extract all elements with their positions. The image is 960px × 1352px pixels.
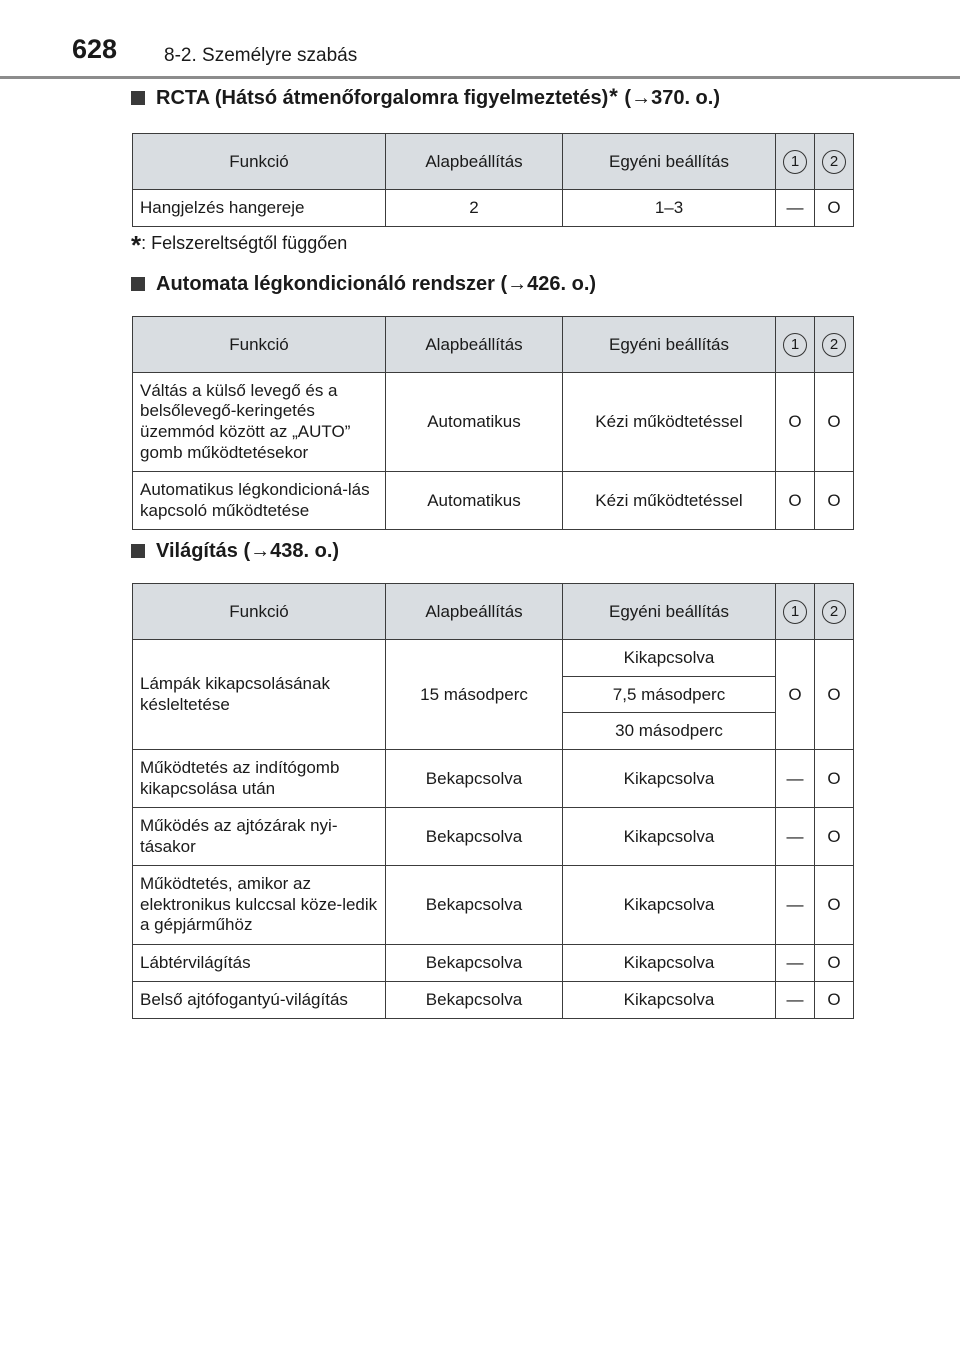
heading-title: RCTA (Hátsó átmenőforgalomra figyelmeztetés) xyxy=(156,87,609,109)
cell-c2: O xyxy=(815,190,854,227)
cell-default: Automatikus xyxy=(386,373,563,472)
col-custom: Egyéni beállítás xyxy=(563,317,776,373)
cell-c2: O xyxy=(815,472,854,530)
col-function: Funkció xyxy=(133,317,386,373)
table-header-row xyxy=(133,317,854,373)
cell-c1: — xyxy=(776,866,815,945)
cell-c2: O xyxy=(815,866,854,945)
cell-function: Váltás a külső levegő és a belsőlevegő-keringetés üzemmód között az „AUTO” gomb működtetésekor xyxy=(133,373,386,472)
cell-option: 30 másodperc xyxy=(563,713,776,750)
circled-2-icon: 2 xyxy=(822,150,846,174)
col-function: Funkció xyxy=(133,584,386,640)
cell-default: Bekapcsolva xyxy=(386,750,563,808)
cell-c1: O xyxy=(776,640,815,750)
circled-2-icon: 2 xyxy=(822,600,846,624)
cell-option: Kikapcsolva xyxy=(563,640,776,677)
table-row xyxy=(133,472,854,530)
footnote xyxy=(131,230,348,260)
cell-c2: O xyxy=(815,945,854,982)
heading-ref-open: ( xyxy=(494,273,508,295)
table-row xyxy=(133,750,854,808)
cell-function: Belső ajtófogantyú-világítás xyxy=(133,982,386,1019)
page-number: 628 xyxy=(72,34,118,64)
cell-option: 7,5 másodperc xyxy=(563,677,776,713)
cell-c2: O xyxy=(815,373,854,472)
col-default: Alapbeállítás xyxy=(386,134,563,190)
col-2 xyxy=(815,584,854,640)
col-custom: Egyéni beállítás xyxy=(563,134,776,190)
cell-c1: — xyxy=(776,982,815,1019)
footnote-asterisk: * xyxy=(131,230,142,260)
cell-custom: Kézi működtetéssel xyxy=(563,373,776,472)
circled-1-icon: 1 xyxy=(783,333,807,357)
cell-c1: — xyxy=(776,808,815,866)
cell-default: 15 másodperc xyxy=(386,640,563,750)
circled-2-icon: 2 xyxy=(822,333,846,357)
col-1 xyxy=(776,134,815,190)
header-rule xyxy=(0,76,960,79)
square-bullet-icon xyxy=(131,544,145,558)
page-reference: 426. o.) xyxy=(527,273,597,295)
cell-custom: Kézi működtetéssel xyxy=(563,472,776,530)
heading-climate xyxy=(131,273,596,296)
col-default: Alapbeállítás xyxy=(386,584,563,640)
table-row xyxy=(133,190,854,227)
table-row xyxy=(133,982,854,1019)
heading-title: Világítás xyxy=(156,540,238,562)
table-header-row xyxy=(133,584,854,640)
cell-function: Hangjelzés hangereje xyxy=(133,190,386,227)
cell-default: Bekapcsolva xyxy=(386,808,563,866)
circled-1-icon: 1 xyxy=(783,150,807,174)
table-row xyxy=(133,866,854,945)
arrow-icon: → xyxy=(631,87,652,109)
table-header-row xyxy=(133,134,854,190)
rcta-table xyxy=(132,133,854,227)
col-2 xyxy=(815,317,854,373)
col-2 xyxy=(815,134,854,190)
circled-1-icon: 1 xyxy=(783,600,807,624)
table-row xyxy=(133,373,854,472)
table-row xyxy=(133,808,854,866)
heading-title: Automata légkondicionáló rendszer xyxy=(156,273,495,295)
cell-default: Bekapcsolva xyxy=(386,982,563,1019)
cell-custom: Kikapcsolva xyxy=(563,866,776,945)
table-row xyxy=(133,640,854,677)
heading-rcta: RCTA (Hátsó átmenőforgalomra figyelmeztetés) * ( → 370. o.) xyxy=(131,87,720,110)
section-title: 8-2. Személyre szabás xyxy=(164,45,358,66)
cell-function: Működtetés, amikor az elektronikus kulccsal köze-ledik a gépjárműhöz xyxy=(133,866,386,945)
cell-custom: Kikapcsolva xyxy=(563,982,776,1019)
heading-ref-open: ( xyxy=(237,540,251,562)
page-reference: 370. o.) xyxy=(651,87,720,109)
arrow-icon: → xyxy=(507,273,528,295)
page-reference: 438. o.) xyxy=(270,540,340,562)
cell-function: Lámpák kikapcsolásának késleltetése xyxy=(133,640,386,750)
square-bullet-icon xyxy=(131,91,145,105)
cell-function: Működés az ajtózárak nyi-tásakor xyxy=(133,808,386,866)
cell-c2: O xyxy=(815,750,854,808)
cell-custom: 1–3 xyxy=(563,190,776,227)
cell-c1: — xyxy=(776,945,815,982)
arrow-icon: → xyxy=(250,540,271,562)
cell-c1: — xyxy=(776,190,815,227)
cell-c2: O xyxy=(815,808,854,866)
cell-function: Automatikus légkondicioná-lás kapcsoló működtetése xyxy=(133,472,386,530)
col-custom: Egyéni beállítás xyxy=(563,584,776,640)
cell-c2: O xyxy=(815,640,854,750)
cell-default: Automatikus xyxy=(386,472,563,530)
cell-function: Működtetés az indítógomb kikapcsolása után xyxy=(133,750,386,808)
lighting-table xyxy=(132,583,854,1019)
cell-c1: — xyxy=(776,750,815,808)
col-1 xyxy=(776,317,815,373)
square-bullet-icon xyxy=(131,277,145,291)
cell-default: Bekapcsolva xyxy=(386,866,563,945)
cell-default: 2 xyxy=(386,190,563,227)
col-default: Alapbeállítás xyxy=(386,317,563,373)
footnote-text: : Felszereltségtől függően xyxy=(141,233,348,253)
table-row xyxy=(133,945,854,982)
col-function: Funkció xyxy=(133,134,386,190)
col-1 xyxy=(776,584,815,640)
cell-custom: Kikapcsolva xyxy=(563,808,776,866)
climate-table xyxy=(132,316,854,530)
cell-c2: O xyxy=(815,982,854,1019)
cell-c1: O xyxy=(776,472,815,530)
heading-lighting xyxy=(131,540,339,563)
cell-function: Lábtérvilágítás xyxy=(133,945,386,982)
cell-c1: O xyxy=(776,373,815,472)
cell-custom: Kikapcsolva xyxy=(563,945,776,982)
page-header xyxy=(0,0,960,80)
cell-default: Bekapcsolva xyxy=(386,945,563,982)
cell-custom: Kikapcsolva xyxy=(563,750,776,808)
heading-ref-open: ( xyxy=(618,87,632,109)
